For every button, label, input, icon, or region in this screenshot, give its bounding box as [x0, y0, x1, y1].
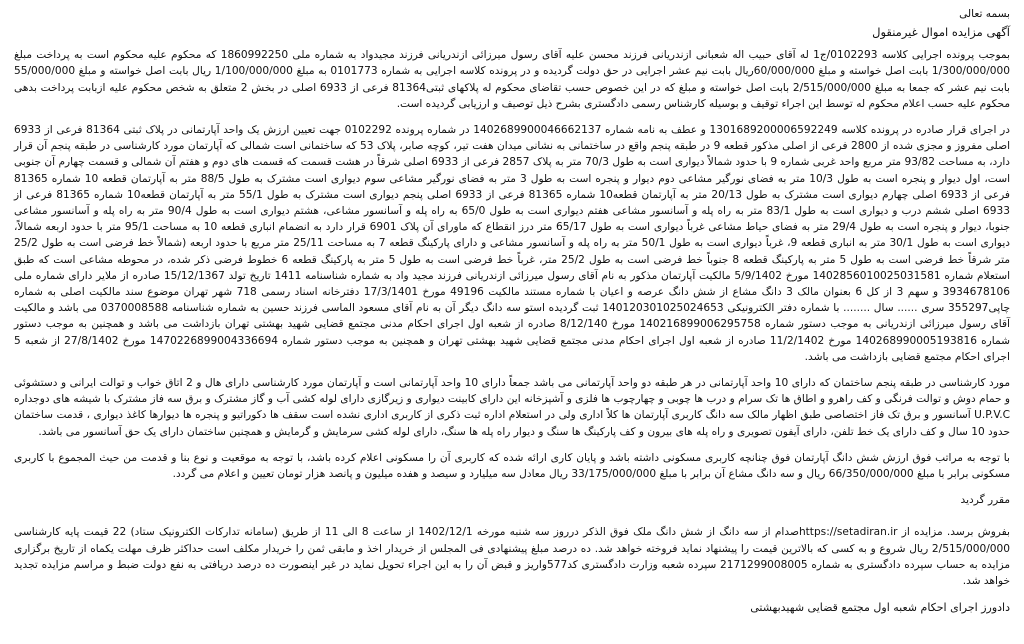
decision-heading: مقرر گردید — [960, 494, 1010, 507]
valuation-paragraph: با توجه به مراتب فوق ارزش شش دانگ آپارتمان فوق چنانچه کاربری مسکونی داشته باشد و پایان کاری ارائه شده که کاربری آن را مسکونی اعلام کرده باشد، با توجه به موقعیت و نوع بنا و قدمت من حیث المجموع با کاربری مسکونی برابر با مبلغ 66/350/000/000 ریال و سه دانگ مشاع آن برابر با مبلغ 33/175/000/000 ریال معادل سه میلیارد و سیصد و هفده میلیون و پانصد هزار تومان تعیین و اعلام می گردد. — [14, 451, 1010, 481]
auction-terms-paragraph: بفروش برسد. مزایده از https://setadiran.irصدام از سه دانگ از شش دانگ ملک فوق الذکر درروز سه شنبه مورخه 1402/12/1 از ساعت 8 الی 11 از طریق (سامانه تدارکات الکترونیک ستاد) 22 قیمت پایه کارشناسی 2/515/000/000 ریال شروع و به کسی که بالاترین قیمت را پیشنهاد نماید فروخته خواهد شد. ده درصد مبلغ پیشنهادی فی المجلس از خریدار اخذ و مابقی ثمن را خریدار مکلف است حداکثر ظرف مهلت یکماه از تاریخ برگزاری مزایده به حساب سپرده دادگستری به شماره 2171299008005 سپرده شعبه وزارت دادگستری کد577واریز و قبض آن را به این اجراء تحویل نماید در غیر اینصورت ده درصد دریافتی به نفع دولت ضبط و مراسم مزایده تجدید خواهد شد. — [14, 526, 1011, 588]
signature-line: دادورز اجرای احکام شعبه اول مجتمع قضایی شهیدبهشتی — [750, 601, 1010, 615]
bismillah-heading: بسمه تعالی — [959, 8, 1010, 20]
notice-title: آگهی مزایده اموال غیرمنقول — [872, 25, 1010, 40]
case-paragraph: بموجب پرونده اجرایی کلاسه 0102293/ج1 له آقای حبیب اله شعبانی ازندریانی فرزند محسن علیه آقای رسول میرزائی ازندریانی فرزند مجیدواد به شماره ملی 1860992250 که محکوم علیه محکوم است به پرداخت مبلغ 1/300/000/000 بابت اصل خواسته و مبلغ 60/000/000ریال بابت نیم عشر اجرایی در حق دولت گردیده و در پرونده کلاسه اجرایی به شماره 0101773 به مبلغ 1/100/000/000 ریال بابت اصل خواسته و مبلغ 55/000/000 بابت نیم عشر که جمعا به مبلغ 2/515/000/000 بابت اصل خواسته و مبلغ که در این خصوص حسب تقاضای محکوم له پلاکهای ثبتی81364 فرعی از 6933 اصلی در بخش 2 متعلق به شخص محکوم علیه ازبابت پرداخت بدهی محکوم علیه حسب اعلام محکوم له توسط این اجراء توقیف و بوسیله کارشناس رسمی دادگستری بشرح ذیل توصیف و ارزیابی گردیده است. — [14, 49, 1011, 110]
expert-inspection-paragraph: مورد کارشناسی در طبقه پنجم ساختمان که دارای 10 واحد آپارتمانی در هر طبقه دو واحد آپارتمانی می باشد جمعاً دارای 10 واحد آپارتمانی است و آپارتمان مورد کارشناسی دارای هال و 2 اتاق خواب و توالت ایرانی و دستشوئی و حمام دوش و توالت فرنگی و کف راهرو و اطاق ها تک سرام و درب ها چوبی و چهارچوب ها فلزی و آشپزخانه این دارای کابینت دیواری و زیرگازی دارای لوله کشی آب و گاز مشترک و برق سه فاز مشترک با شیشه های دوجداره U.P.V.C آسانسور و برق تک فاز اختصاصی طبق اظهار مالک سه دانگ کاربری آپارتمان ها کلاً اداری ولی در استعلام اداره ثبت ذکری از کاربری اداری نشده است سقف ها دکوراتیو و پنجره ها دیوارها کاغذ دیواری ، قدمت ساختمان حدود 10 سال و کف دارای یک خط تلفن، دارای آیفون تصویری و راه پله های بیرون و کف پارکینگ ها سنگ و دیوار راه پله ها سنگ، دارای لوله کشی سرمایش و گرمایش و همچنین ساختمان دارای یک حق آسانسور می باشد. — [14, 377, 1010, 438]
property-description-paragraph: در اجرای قرار صادره در پرونده کلاسه 1301689200006592249 و عطف به نامه شماره 1402689900046662137 در شماره پرونده 0102292 جهت تعیین ارزش یک واحد آپارتمانی در پلاک ثبتی 81364 فرعی از 6933 اصلی مفروز و مجزی شده از 2800 فرعی از اصلی مذکور قطعه 9 در طبقه پنجم واقع در ساختمانی به نشانی میدان هفت تیر، کوچه صابر، پلاک 53 که ساختمانی است شمالی که آپارتمان مورد کارشناسی در طبقه پنجم آن قرار دارد، به مساحت 93/82 متر مربع واحد غربی شماره 9 با حدود شمالاً دیواری است به طول 70/3 متر به پلاک 2857 فرعی از 6933 اصلی شرقاً در هشت قسمت که قسمت های دوم و هفتم آن شمالی و قسمت چهارم آن جنوبی است، اول دیوار و پنجره است به طول 10/3 متر به فضای نورگیر مشاعی دوم دیوار و پنجره است به طول 3 متر به فضای نورگیر مشاعی سوم دیواری است مشترک به طول 88/5 متر به آپارتمان قطعه 10 شماره 81365 فرعی از 6933 اصلی چهارم دیواری است مشترک به طول 20/13 متر به آپارتمان قطعه10 شماره 81365 فرعی از 6933 اصلی پنجم دیواری است مشترک به طول 55/1 متر به آپارتمان قطعه10 شماره 81365 فرعی از 6933 اصلی ششم درب و دیواری است به طول 83/1 متر به راه پله و آسانسور مشاعی هفتم دیواری است به طول 65/0 به راه پله و آسانسور مشاعی، هشتم دیواری است به طول 90/4 متر به راه پله و آسانسور مشاعی جنوبا، دیوار و پنجره است به طول 29/4 متر به فضای حیاط مشاعی غرباً دیواری است به طول 65/17 متر درز انقطاع که ماورای آن پلاک 6901 قرار دارد به انضمام انباری قطعه 10 به مساحت 95/1 متر با حدود اربعه شمالاً، دیواری است به طول 30/1 متر به انباری قطعه 9، غرباً دیواری است به طول 50/1 متر به راه پله و آسانسور مشاعی و دارای پارکینگ قطعه 7 به مساحت 25/11 متر مربع با حدود اربعه (شمالاً خط فرضی است به طول 25/2 متر شرقاً خط فرضی است به طول 5 متر به پارکینگ قطعه 8 جنوباً خط فرضی است به طول 25/2 متر، غرباً خط فرضی است به طول 5 متر به پارکینگ قطعه 6 خطوط فرضی ذکر شده، در محوطه مشاعی است که طبق استعلام شماره 1402856010025031581 مورخ 5/9/1402 مالکیت آپارتمان مذکور به نام آقای رسول میرزائی ازندریانی فرزند مجید واد به شماره شناسنامه 1411 تاریخ تولد 15/12/1367 صادره از ملایر دارای شماره ملی 3934678106 و سهم 3 از کل 6 بعنوان مالک 3 دانگ مشاع از شش دانگ عرصه و اعیان با شماره مستند مالکیت 49196 مورخ 17/3/1401 دفترخانه اسناد رسمی 718 شهر تهران موضوع سند مالکیت اصلی به شماره چاپی355297 سری ...... سال ........ با شماره دفتر الکترونیکی 140120301025024653 ثبت گردیده استو سه دانگ دیگر آن به نام آقای مسعود الماسی فرزند حسین به شماره شناسنامه 0370008588 می باشد و مالکیت آقای رسول میرزائی ازندریانی به موجب دستور شماره 140216899006295758 مورخ 8/12/140 صادره از شعبه اول اجرای احکام مدنی مجتمع قضایی شهید بهشتی تهران بازداشت می باشد و همچنین به موجب دستور شماره 140268990005193816 مورخ 11/2/1402 صادره از شعبه اول اجرای احکام مدنی مجتمع قضایی شهید بهشتی تهران و همچنین به موجب دستور شماره 1470226899004336694 مورخ 27/8/1402 از شعبه 5 اجرای احکام مجتمع قضایی بازداشت می باشد. — [14, 124, 1011, 363]
